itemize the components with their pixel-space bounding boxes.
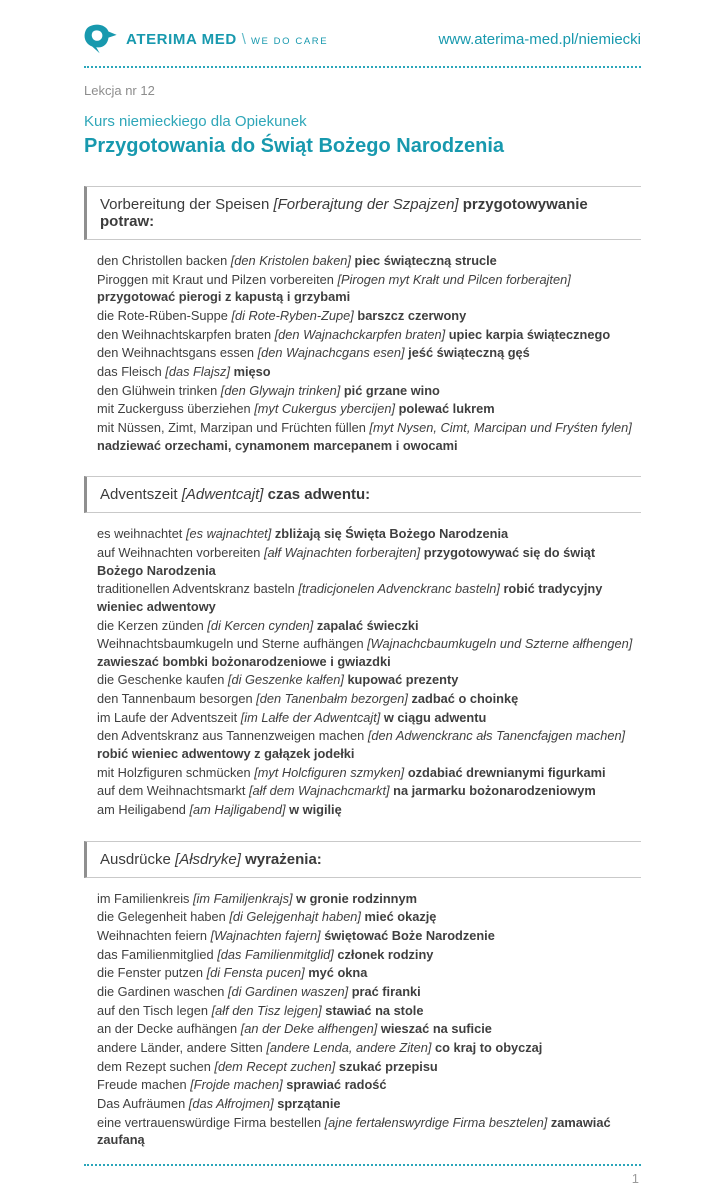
- vocab-item: [97, 617, 641, 635]
- vocab-item-de: eine vertrauenswürdige Firma bestellen: [97, 1114, 322, 1130]
- vocab-item: [97, 727, 641, 762]
- vocab-item: [97, 307, 641, 325]
- vocab-item: [97, 983, 641, 1001]
- page-title: Przygotowania do Świąt Bożego Narodzenia: [84, 135, 505, 157]
- vocab-item: [97, 690, 641, 708]
- vocab-item: [97, 671, 641, 689]
- vocab-item: [97, 525, 641, 543]
- vocab-item-pron: [tradicjonelen Advenckranc basteln]: [298, 581, 500, 597]
- vocab-item-de: den Tannenbaum besorgen: [97, 691, 253, 707]
- section-header-de: Adventszeit: [100, 486, 178, 504]
- vocab-item-de: die Fenster putzen: [97, 965, 203, 981]
- vocab-item-pl: robić tradycyjny wieniec adwentowy: [97, 581, 603, 614]
- vocab-item-pron: [Frojde machen]: [190, 1077, 283, 1093]
- vocab-item-de: Weihnachten feiern: [97, 928, 208, 944]
- vocab-item-pl: przygotować pierogi z kapustą i grzybami: [97, 289, 351, 305]
- vocab-item: [97, 635, 641, 670]
- vocab-item-pron: [den Wajnachckarpfen braten]: [274, 326, 446, 342]
- vocab-item-pron: [den Tanenbałm bezorgen]: [256, 691, 408, 707]
- section-header: [84, 186, 641, 240]
- section-header-pron: [Forberajtung der Szpajzen]: [273, 196, 459, 213]
- vocab-item-de: das Familienmitglied: [97, 946, 214, 962]
- vocab-item: [97, 964, 641, 982]
- vocab-item: [97, 1020, 641, 1038]
- vocab-item-pl: świętować Boże Narodzenie: [324, 928, 495, 944]
- section-header-de: Ausdrücke: [100, 850, 171, 868]
- section-header-pl: czas adwentu:: [267, 486, 371, 504]
- vocab-item-pl: w ciągu adwentu: [383, 709, 487, 725]
- vocab-item-pl: na jarmarku bożonarodzeniowym: [393, 783, 596, 799]
- vocab-item-pl: myć okna: [308, 965, 368, 981]
- vocab-item-pl: zadbać o choinkę: [411, 691, 519, 707]
- vocab-item: [97, 580, 641, 615]
- vocab-item-pl: w gronie rodzinnym: [296, 890, 417, 906]
- vocab-item-de: den Glühwein trinken: [97, 382, 218, 398]
- vocab-item-pron: [ałf dem Wajnachcmarkt]: [248, 783, 390, 799]
- vocab-item-pron: [das Familienmitglid]: [217, 946, 334, 962]
- vocab-item: [97, 946, 641, 964]
- vocab-item-pl: prać firanki: [351, 984, 421, 999]
- vocab-item-pl: nadziewać orzechami, cynamonem marcepanem i owocami: [97, 437, 458, 453]
- page-header: [84, 24, 641, 54]
- vocab-item-pron: [myt Holcfiguren szmyken]: [254, 764, 405, 780]
- vocab-item-pl: mięso: [233, 363, 271, 379]
- vocab-item-pl: sprawiać radość: [286, 1077, 387, 1093]
- hummingbird-logo-icon: [84, 24, 118, 54]
- vocab-item-pron: [andere Lenda, andere Ziten]: [266, 1039, 432, 1055]
- vocab-item-pron: [myt Nysen, Cimt, Marcipan und Fryśten fylen]: [369, 419, 632, 435]
- vocab-item-de: die Gardinen waschen: [97, 984, 225, 999]
- vocab-item: [97, 782, 641, 800]
- vocab-items: [84, 252, 641, 454]
- vocab-item-de: den Weihnachtskarpfen braten: [97, 326, 272, 342]
- vocab-item: [97, 271, 641, 306]
- vocab-item-pl: zbliżają się Święta Bożego Narodzenia: [274, 526, 509, 542]
- vocab-item: [97, 890, 641, 908]
- vocab-item-pl: upiec karpia świątecznego: [448, 326, 611, 342]
- vocab-item-pron: [ajne fertałenswyrdige Firma besztelen]: [324, 1114, 548, 1130]
- vocab-item-pron: [den Kristolen baken]: [230, 253, 351, 268]
- vocab-item: [97, 363, 641, 381]
- vocab-item-de: das Fleisch: [97, 363, 162, 379]
- vocab-item-pron: [im Lałfe der Adwentcajt]: [240, 709, 381, 725]
- vocab-item-de: mit Holzfiguren schmücken: [97, 764, 251, 780]
- vocab-item-pron: [myt Cukergus ybercijen]: [254, 401, 396, 417]
- vocab-item-pl: wieszać na suficie: [380, 1021, 492, 1037]
- vocab-item-de: traditionellen Adventskranz basteln: [97, 581, 295, 597]
- vocab-item-pl: członek rodziny: [337, 946, 434, 962]
- vocab-section: [84, 841, 641, 1149]
- vocab-item-de: die Rote-Rüben-Suppe: [97, 307, 228, 323]
- vocab-item-pron: [Pirogen myt Krałt und Pilcen forberajten]: [337, 271, 571, 287]
- vocab-item-de: den Weihnachtsgans essen: [97, 345, 254, 361]
- vocab-item: [97, 544, 641, 579]
- vocab-item-pron: [es wajnachtet]: [185, 526, 272, 542]
- vocab-item-pron: [den Wajnachcgans esen]: [257, 345, 405, 361]
- brand: [84, 24, 328, 54]
- vocab-item-pl: robić wieniec adwentowy z gałązek jodełki: [97, 746, 355, 762]
- vocab-item-pl: pić grzane wino: [343, 382, 440, 398]
- section-header-pron: [Ałsdryke]: [175, 850, 241, 868]
- vocab-item-pl: kupować prezenty: [347, 672, 459, 688]
- vocab-item-de: Das Aufräumen: [97, 1095, 186, 1111]
- vocab-item-pron: [das Flajsz]: [165, 363, 231, 379]
- vocab-item-pron: [di Gelejgenhajt haben]: [229, 909, 361, 925]
- section-header-pl: wyrażenia:: [245, 850, 322, 868]
- vocab-item-pl: stawiać na stole: [325, 1002, 424, 1018]
- vocab-item-de: mit Nüssen, Zimt, Marzipan und Früchten füllen: [97, 419, 366, 435]
- vocab-item-pl: sprzątanie: [277, 1095, 341, 1111]
- vocab-item-pl: piec świąteczną strucle: [354, 253, 497, 268]
- vocab-item: [97, 764, 641, 782]
- vocab-item-pl: przygotowywać się do świąt Bożego Narodzenia: [97, 544, 596, 578]
- vocab-item-de: die Kerzen zünden: [97, 617, 204, 633]
- vocab-item: [97, 326, 641, 344]
- vocab-item-pl: szukać przepisu: [338, 1058, 438, 1074]
- site-url-link[interactable]: www.aterima-med.pl/niemiecki: [438, 30, 641, 48]
- vocab-item-pron: [di Gardinen waszen]: [227, 984, 349, 999]
- vocab-item-pron: [den Adwenckranc ałs Tanencfajgen machen]: [367, 728, 626, 744]
- vocab-item-pron: [den Glywajn trinken]: [220, 382, 341, 398]
- vocab-section: [84, 476, 641, 819]
- vocab-item-de: Weihnachtsbaumkugeln und Sterne aufhängen: [97, 636, 364, 652]
- vocab-item-pron: [di Kercen cynden]: [207, 617, 314, 633]
- vocab-item-de: an der Decke aufhängen: [97, 1021, 238, 1037]
- vocab-item-pron: [im Familjenkrajs]: [193, 890, 293, 906]
- vocab-item-pron: [di Fensta pucen]: [206, 965, 305, 981]
- vocab-item-de: auf dem Weihnachtsmarkt: [97, 783, 246, 799]
- vocab-item-pl: barszcz czerwony: [357, 307, 467, 323]
- vocab-item: [97, 927, 641, 945]
- vocab-item: [97, 1002, 641, 1020]
- vocab-items: [84, 525, 641, 819]
- vocab-item: [97, 801, 641, 819]
- vocab-item-de: dem Rezept suchen: [97, 1058, 211, 1074]
- brand-tagline: WE DO CARE: [250, 35, 329, 47]
- vocab-item-pron: [am Hajligabend]: [189, 802, 286, 818]
- brand-text: [126, 31, 328, 48]
- vocab-item-de: am Heiligabend: [97, 802, 186, 818]
- vocab-item: [97, 400, 641, 418]
- vocab-item-pron: [di Geszenke kałfen]: [227, 672, 344, 688]
- vocab-item-pl: co kraj to obyczaj: [434, 1039, 543, 1055]
- vocab-item-de: den Adventskranz aus Tannenzweigen machen: [97, 728, 365, 744]
- vocab-item: [97, 382, 641, 400]
- vocab-item-pron: [Wajnachten fajern]: [210, 928, 321, 944]
- vocab-item-pl: jeść świąteczną gęś: [408, 345, 530, 361]
- section-header-pron: [Adwentcajt]: [181, 486, 264, 504]
- brand-separator: \: [241, 30, 246, 48]
- section-header: [84, 476, 641, 513]
- vocab-item: [97, 344, 641, 362]
- vocab-item: [97, 1058, 641, 1076]
- vocab-item-pron: [an der Deke ałfhengen]: [240, 1021, 378, 1037]
- page-footer: [84, 1150, 641, 1186]
- section-header-de: Vorbereitung der Speisen: [100, 196, 270, 213]
- vocab-item-pron: [dem Recept zuchen]: [214, 1058, 336, 1074]
- vocab-section: [84, 186, 641, 454]
- vocab-item-pron: [ałf den Tisz lejgen]: [211, 1002, 322, 1018]
- vocab-item-de: Freude machen: [97, 1077, 187, 1093]
- vocab-item-de: die Geschenke kaufen: [97, 672, 225, 688]
- lesson-number: Lekcja nr 12: [84, 83, 155, 98]
- vocab-item-pl: ozdabiać drewnianymi figurkami: [407, 764, 606, 780]
- vocab-item-de: Piroggen mit Kraut und Pilzen vorbereiten: [97, 271, 334, 287]
- vocab-item: [97, 908, 641, 926]
- brand-name: ATERIMA MED: [126, 30, 237, 48]
- vocab-item-de: mit Zuckerguss überziehen: [97, 401, 251, 417]
- vocab-item-de: auf Weihnachten vorbereiten: [97, 544, 261, 560]
- dotted-divider-top: [84, 66, 641, 68]
- vocab-item-de: auf den Tisch legen: [97, 1002, 208, 1018]
- vocab-items: [84, 890, 641, 1149]
- vocab-item-pron: [Wajnachcbaumkugeln und Szterne ałfhengen]: [367, 636, 633, 652]
- vocab-item: [97, 419, 641, 454]
- sections-container: [84, 164, 641, 1150]
- vocab-item-de: im Laufe der Adventszeit: [97, 709, 238, 725]
- vocab-item-de: es weihnachtet: [97, 526, 183, 542]
- vocab-item-pl: zapalać świeczki: [316, 617, 419, 633]
- vocab-item-pl: zawieszać bombki bożonarodzeniowe i gwiazdki: [97, 653, 391, 669]
- page-number: 1: [631, 1170, 639, 1186]
- section-header: [84, 841, 641, 878]
- vocab-item: [97, 1039, 641, 1057]
- vocab-item: [97, 1095, 641, 1113]
- vocab-item: [97, 1114, 641, 1149]
- vocab-item-pron: [ałf Wajnachten forberajten]: [263, 544, 421, 560]
- vocab-item: [97, 252, 641, 270]
- vocab-item-pl: mieć okazję: [364, 909, 437, 925]
- vocab-item-pl: polewać lukrem: [398, 401, 495, 417]
- vocab-item-pron: [das Ałfrojmen]: [188, 1095, 274, 1111]
- course-name: Kurs niemieckiego dla Opiekunek: [84, 113, 307, 130]
- vocab-item-de: andere Länder, andere Sitten: [97, 1039, 263, 1055]
- section-header-pl: przygotowywanie potraw:: [100, 196, 588, 230]
- vocab-item-pl: w wigilię: [289, 802, 342, 818]
- vocab-item-pl: zamawiać zaufaną: [97, 1114, 611, 1148]
- vocab-item-de: im Familienkreis: [97, 890, 190, 906]
- vocab-item: [97, 709, 641, 727]
- vocab-item-pron: [di Rote-Ryben-Zupe]: [231, 307, 354, 323]
- vocab-item: [97, 1076, 641, 1094]
- vocab-item-de: die Gelegenheit haben: [97, 909, 226, 925]
- vocab-item-de: den Christollen backen: [97, 253, 228, 268]
